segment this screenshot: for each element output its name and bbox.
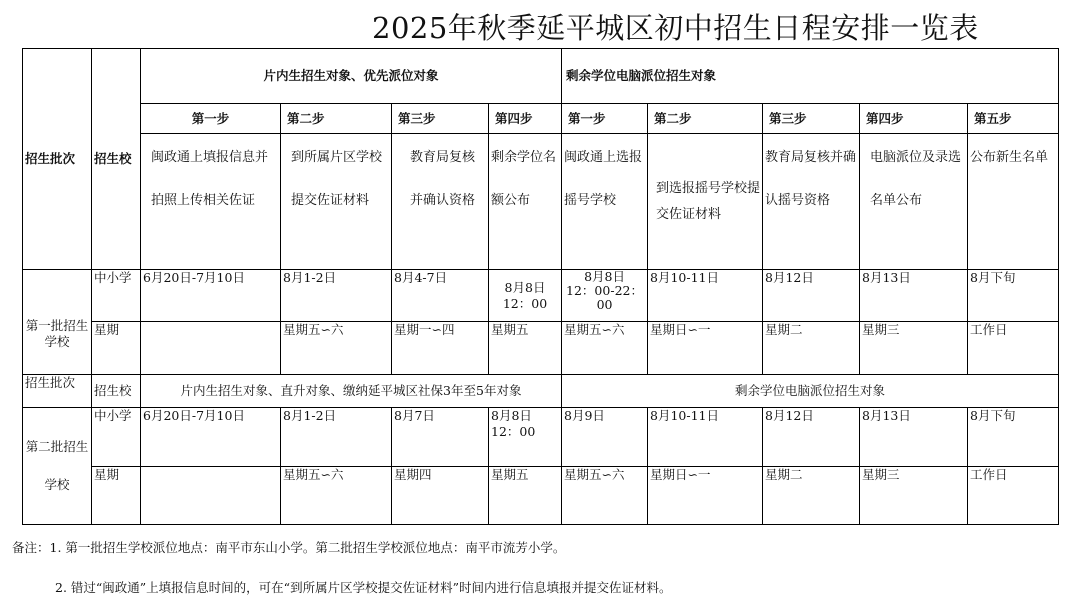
step-cell: 第三步 — [763, 104, 860, 134]
week-cell — [141, 322, 281, 375]
date-cell: 8月1-2日 — [281, 270, 392, 322]
week-cell: 星期五 — [489, 322, 562, 375]
step-cell: 第三步 — [392, 104, 489, 134]
date-cell: 8月13日 — [860, 408, 968, 467]
batch2-school: 中小学 — [92, 408, 141, 467]
header-school: 招生校 — [92, 49, 141, 270]
header-group-lottery: 剩余学位电脑派位招生对象 — [562, 49, 1059, 104]
week-cell: 星期日∽一 — [648, 322, 763, 375]
batch2-header-group-lottery: 剩余学位电脑派位招生对象 — [562, 375, 1059, 408]
step-cell: 第一步 — [562, 104, 648, 134]
batch2-date-row — [23, 408, 1059, 467]
date-cell: 8月下旬 — [968, 270, 1059, 322]
date-cell: 8月1-2日 — [281, 408, 392, 467]
date-cell: 6月20日-7月10日 — [141, 270, 281, 322]
date-cell: 8月12日 — [763, 408, 860, 467]
desc-cell: 闽政通上选报摇号学校 — [562, 134, 648, 270]
week-cell: 星期五 — [489, 467, 562, 525]
batch1-week-row — [23, 322, 1059, 375]
step-cell: 第二步 — [648, 104, 763, 134]
batch2-header-school: 招生校 — [92, 375, 141, 408]
header-group-priority: 片内生招生对象、优先派位对象 — [141, 49, 562, 104]
date-cell: 8月8日 12：00-22：00 — [562, 270, 648, 322]
date-cell: 8月9日 — [562, 408, 648, 467]
date-cell: 8月10-11日 — [648, 270, 763, 322]
week-cell: 星期五∽六 — [562, 467, 648, 525]
step-cell: 第四步 — [860, 104, 968, 134]
batch2-header-batch: 招生批次 — [23, 375, 92, 408]
date-cell: 8月下旬 — [968, 408, 1059, 467]
desc-cell: 教育局复核并确认资格 — [392, 134, 489, 270]
date-cell: 8月7日 — [392, 408, 489, 467]
date-cell: 8月12日 — [763, 270, 860, 322]
week-cell: 星期五∽六 — [562, 322, 648, 375]
date-cell: 8月13日 — [860, 270, 968, 322]
step-cell: 第五步 — [968, 104, 1059, 134]
desc-cell: 电脑派位及录选名单公布 — [860, 134, 968, 270]
note-1: 备注：1. 第一批招生学校派位地点：南平市东山小学。第二批招生学校派位地点：南平市流芳小学。 — [12, 540, 566, 555]
date-cell: 6月20日-7月10日 — [141, 408, 281, 467]
batch1-school: 中小学 — [92, 270, 141, 322]
desc-cell: 剩余学位名额公布 — [489, 134, 562, 270]
note-2: 2. 错过“闽政通”上填报信息时间的，可在“到所属片区学校提交佐证材料”时间内进行信息填报并提交佐证材料。 — [55, 580, 672, 595]
week-cell: 星期五∽六 — [281, 322, 392, 375]
step-cell: 第一步 — [141, 104, 281, 134]
desc-cell: 教育局复核并确认摇号资格 — [763, 134, 860, 270]
date-cell: 8月8日 12：00 — [489, 408, 562, 467]
desc-cell: 公布新生名单 — [968, 134, 1059, 270]
header-batch: 招生批次 — [23, 49, 92, 270]
batch2-header-group-priority: 片内生招生对象、直升对象、缴纳延平城区社保3年至5年对象 — [141, 375, 562, 408]
batch2-week-label: 星期 — [92, 467, 141, 525]
date-cell: 8月4-7日 — [392, 270, 489, 322]
week-cell: 星期三 — [860, 322, 968, 375]
week-cell: 工作日 — [968, 467, 1059, 525]
week-cell: 工作日 — [968, 322, 1059, 375]
desc-row — [23, 134, 1059, 270]
batch1-date-row — [23, 270, 1059, 322]
week-cell: 星期三 — [860, 467, 968, 525]
desc-cell: 到所属片区学校提交佐证材料 — [281, 134, 392, 270]
step-cell: 第二步 — [281, 104, 392, 134]
week-cell: 星期一∽四 — [392, 322, 489, 375]
desc-cell: 闽政通上填报信息并拍照上传相关佐证 — [141, 134, 281, 270]
date-cell: 8月8日 12：00 — [489, 270, 562, 322]
step-cell: 第四步 — [489, 104, 562, 134]
batch2-header-row — [23, 375, 1059, 408]
page-title: 2025年秋季延平城区初中招生日程安排一览表 — [372, 11, 979, 45]
date-cell: 8月10-11日 — [648, 408, 763, 467]
week-cell: 星期二 — [763, 467, 860, 525]
batch2-name: 第二批招生学校 — [23, 408, 92, 525]
schedule-table — [22, 48, 1059, 525]
batch1-name: 第一批招生学校 — [23, 270, 92, 375]
week-cell: 星期五∽六 — [281, 467, 392, 525]
week-cell: 星期四 — [392, 467, 489, 525]
steps-row — [23, 104, 1059, 134]
desc-cell: 到选报摇号学校提交佐证材料 — [648, 134, 763, 270]
week-cell: 星期日∽一 — [648, 467, 763, 525]
batch2-week-row — [23, 467, 1059, 525]
week-cell: 星期二 — [763, 322, 860, 375]
week-cell — [141, 467, 281, 525]
batch1-week-label: 星期 — [92, 322, 141, 375]
